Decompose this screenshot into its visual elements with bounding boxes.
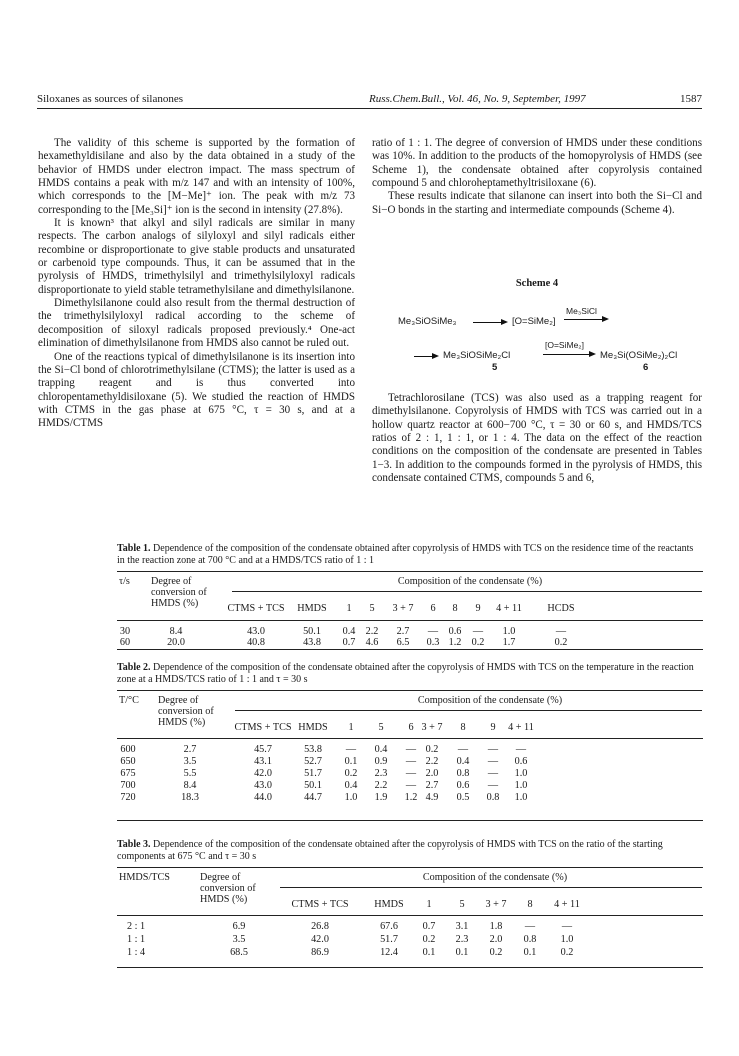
table-cell: 43.1	[254, 756, 272, 767]
table2-header-first: T/°C	[119, 695, 139, 706]
column-header: 4 + 11	[554, 899, 580, 910]
table-cell: 1.0	[514, 768, 528, 779]
column-header: 1	[348, 722, 354, 733]
table-cell: 0.2	[560, 947, 574, 958]
column-header: HMDS	[374, 899, 404, 910]
table2-sub-rule	[235, 710, 702, 711]
right-column-top	[372, 137, 702, 217]
table-cell: 0.2	[344, 768, 358, 779]
table-cell: 44.0	[254, 792, 272, 803]
table-cell: 60	[119, 637, 131, 648]
table2-bottom-rule	[117, 820, 703, 821]
table-cell: 4.6	[365, 637, 379, 648]
table-cell: 650	[120, 756, 136, 767]
arrowhead-icon	[589, 351, 596, 357]
column-header: 8	[460, 722, 466, 733]
column-header: 5	[459, 899, 465, 910]
scheme-over-arrow: [O=SiMe₂]	[545, 340, 584, 350]
table-cell: 0.2	[471, 637, 485, 648]
table3-mid-rule	[117, 915, 703, 916]
table-cell: —	[405, 780, 417, 791]
table-cell: —	[487, 768, 499, 779]
table1-sub-rule	[232, 591, 702, 592]
table1-top-rule	[117, 571, 703, 572]
table-cell: 3.1	[455, 921, 469, 932]
table-cell: 68.5	[230, 947, 248, 958]
table-cell: 86.9	[311, 947, 329, 958]
table-cell: 3.5	[183, 756, 197, 767]
table-cell: 2.7	[425, 780, 439, 791]
table3-caption: Table 3. Dependence of the composition of the condensate obtained after the copyrolysis of HMDS with TCS on the ratio of the starting components at 675 °C and τ = 30 s	[117, 839, 663, 862]
column-header: 6	[408, 722, 414, 733]
table3-bottom-rule	[117, 967, 703, 968]
table-cell: —	[487, 744, 499, 755]
table1-caption: Table 1. Dependence of the composition of the condensate obtained after copyrolysis of HMDS with TCS on the residence time of the reactants in the reaction zone at 700 °C and at a HMDS/TCS ratio of 1 : 1	[117, 543, 694, 566]
table-cell: 2 : 1	[126, 921, 146, 932]
paragraph: It is known³ that alkyl and silyl radicals are similar in many respects. The carbon analogs of silyloxyl and silyl radicals either recombine or disproportionate to give stable products and unsaturated or carbenoid type compounds. Thus, it can be assumed that in the pyrolysis of HMDS, trimethylsilyl and trimethylsilyloxyl radicals disproportionate to yield stable tetramethylsilane and dimethylsilanone.	[38, 217, 355, 296]
table-cell: 1.2	[404, 792, 418, 803]
table-cell: 0.6	[514, 756, 528, 767]
page-number: 1587	[680, 93, 702, 105]
column-header: 5	[369, 603, 375, 614]
table-cell: 0.1	[422, 947, 436, 958]
scheme-intermediate: [O=SiMe₂]	[512, 316, 556, 327]
table-cell: 5.5	[183, 768, 197, 779]
table-cell: 50.1	[303, 626, 321, 637]
table-cell: 0.1	[344, 756, 358, 767]
table-cell: 0.8	[456, 768, 470, 779]
table2-mid-rule	[117, 738, 703, 739]
table-cell: 700	[120, 780, 136, 791]
column-header: 5	[378, 722, 384, 733]
table1-header-degree: Degree of conversion of HMDS (%)	[151, 576, 207, 609]
table-cell: —	[345, 744, 357, 755]
table-cell: 52.7	[304, 756, 322, 767]
table-cell: 6.5	[396, 637, 410, 648]
table-cell: 1.0	[502, 626, 516, 637]
table-cell: 0.8	[523, 934, 537, 945]
table-cell: 0.2	[422, 934, 436, 945]
table2-header-degree: Degree of conversion of HMDS (%)	[158, 695, 214, 728]
table-cell: 2.0	[425, 768, 439, 779]
table-cell: 67.6	[380, 921, 398, 932]
arrow-icon	[473, 322, 503, 323]
column-header: HMDS	[297, 603, 327, 614]
table-cell: 30	[119, 626, 131, 637]
table-cell: 720	[120, 792, 136, 803]
table2-header-composition: Composition of the condensate (%)	[417, 695, 563, 706]
table-cell: 51.7	[304, 768, 322, 779]
scheme-reagent: Me₃SiCl	[566, 306, 597, 316]
column-header: 8	[527, 899, 533, 910]
paragraph: One of the reactions typical of dimethylsilanone is its insertion into the Si−Cl bond of chlorotrimethylsilane (CTMS); the latter is used as a trapping reagent and is thus converted into chloropentamethyldisiloxane (5). We studied the reaction of HMDS with CTMS in the gas phase at 675 °C, τ = 30 s, and at a HMDS/CTMS	[38, 350, 355, 430]
paragraph: ratio of 1 : 1. The degree of conversion of HMDS under these conditions was 10%. In addition to the products of the homopyrolysis of HMDS (see Scheme 1), the condensate obtained after copyrolysis contained compound 5 and chloroheptamethyltrisiloxane (6).	[372, 137, 702, 190]
column-header: 1	[346, 603, 352, 614]
arrow-icon	[564, 319, 604, 320]
table-cell: 675	[120, 768, 136, 779]
table-cell: 1.8	[489, 921, 503, 932]
compound-label-5: 5	[492, 362, 498, 373]
column-header: 4 + 11	[508, 722, 534, 733]
table-cell: 3.5	[232, 934, 246, 945]
table-cell: 8.4	[183, 780, 197, 791]
table-cell: —	[405, 768, 417, 779]
table3-top-rule	[117, 867, 703, 868]
table-cell: 43.8	[303, 637, 321, 648]
arrow-icon	[414, 356, 434, 357]
table-cell: —	[457, 744, 469, 755]
table1-header-first: τ/s	[119, 576, 130, 587]
paragraph: Dimethylsilanone could also result from the thermal destruction of the trimethylsilyloxyl radical according to the scheme of decomposition of siloxyl radicals proposed previously.⁴ One-act elimination of dimethylsilanone from HMDS also cannot be ruled out.	[38, 297, 355, 350]
table-cell: —	[427, 626, 439, 637]
table-cell: 43.0	[247, 626, 265, 637]
table-cell: 50.1	[304, 780, 322, 791]
left-column	[38, 137, 355, 431]
column-header: 3 + 7	[392, 603, 414, 614]
column-header: 6	[430, 603, 436, 614]
table-cell: 2.2	[374, 780, 388, 791]
table-cell: 2.7	[396, 626, 410, 637]
paragraph: The validity of this scheme is supported by the formation of hexamethyldisilane and also by the data obtained in a study of the behavior of HMDS under electron impact. The mass spectrum of HMDS contains a peak with m/z 147 and with an intensity of 100%, which corresponds to the [M−Me]⁺ ion. The peak with m/z 73 corresponding to the [Me₃Si]⁺ ion is the second in intensity (27.8%).	[38, 137, 355, 216]
header-title: Siloxanes as sources of silanones	[37, 93, 184, 105]
right-column-bottom	[372, 392, 702, 485]
arrowhead-icon	[602, 316, 609, 322]
paragraph: These results indicate that silanone can insert into both the Si−Cl and Si−O bonds in the starting and intermediate compounds (Scheme 4).	[372, 190, 702, 216]
table-cell: 2.2	[365, 626, 379, 637]
table-cell: 600	[120, 744, 136, 755]
table-cell: 0.2	[489, 947, 503, 958]
scheme-product-5: Me₃SiOSiMe₂Cl	[443, 350, 511, 361]
table1-mid-rule	[117, 620, 703, 621]
table-cell: 1.2	[448, 637, 462, 648]
table-cell: 2.0	[489, 934, 503, 945]
table-cell: 26.8	[311, 921, 329, 932]
table1-header-composition: Composition of the condensate (%)	[397, 576, 543, 587]
table-cell: 6.9	[232, 921, 246, 932]
arrowhead-icon	[432, 353, 439, 359]
column-header: HMDS	[298, 722, 328, 733]
scheme-title: Scheme 4	[515, 278, 559, 289]
table-cell: —	[561, 921, 573, 932]
table-cell: —	[472, 626, 484, 637]
column-header: 1	[426, 899, 432, 910]
table-cell: 0.7	[422, 921, 436, 932]
scheme-product-6: Me₃Si(OSiMe₂)₂Cl	[600, 350, 678, 361]
table-cell: 2.7	[183, 744, 197, 755]
table-cell: 0.2	[425, 744, 439, 755]
table-cell: 0.4	[342, 626, 356, 637]
table-cell: 1.0	[514, 780, 528, 791]
table-cell: 0.4	[344, 780, 358, 791]
table-cell: 1.0	[344, 792, 358, 803]
table2-top-rule	[117, 690, 703, 691]
table-cell: 0.2	[554, 637, 568, 648]
scheme-reactant: Me₃SiOSiMe₃	[398, 316, 457, 327]
column-header: 8	[452, 603, 458, 614]
table-cell: 18.3	[181, 792, 199, 803]
table2-caption: Table 2. Dependence of the composition of the condensate obtained after the copyrolysis of HMDS with TCS on the temperature in the reaction zone at a HMDS/TCS ratio of 1 : 1 and τ = 30 s	[117, 662, 694, 685]
table-cell: —	[515, 744, 527, 755]
table-cell: 0.8	[486, 792, 500, 803]
table1-bottom-rule	[117, 649, 703, 650]
table-cell: 0.4	[374, 744, 388, 755]
table-cell: 45.7	[254, 744, 272, 755]
table-cell: 2.3	[374, 768, 388, 779]
table-cell: 4.9	[425, 792, 439, 803]
table-cell: 0.3	[426, 637, 440, 648]
table-cell: 12.4	[380, 947, 398, 958]
table-cell: 42.0	[311, 934, 329, 945]
table-cell: 20.0	[167, 637, 185, 648]
header-journal: Russ.Chem.Bull., Vol. 46, No. 9, September, 1997	[369, 93, 586, 105]
table-cell: 44.7	[304, 792, 322, 803]
table-cell: 2.2	[425, 756, 439, 767]
table-cell: 0.1	[523, 947, 537, 958]
table-cell: —	[405, 756, 417, 767]
table-cell: 0.4	[456, 756, 470, 767]
table-cell: 0.9	[374, 756, 388, 767]
table-cell: 0.5	[456, 792, 470, 803]
table-cell: —	[487, 780, 499, 791]
column-header: HCDS	[547, 603, 575, 614]
column-header: 3 + 7	[485, 899, 507, 910]
table-cell: 0.1	[455, 947, 469, 958]
arrowhead-icon	[501, 319, 508, 325]
table-cell: 1.7	[502, 637, 516, 648]
column-header: 9	[475, 603, 481, 614]
table-cell: 1.0	[514, 792, 528, 803]
column-header: CTMS + TCS	[234, 722, 292, 733]
running-header	[37, 90, 702, 109]
table-cell: 8.4	[169, 626, 183, 637]
table3-sub-rule	[280, 887, 702, 888]
column-header: 9	[490, 722, 496, 733]
table-cell: 40.8	[247, 637, 265, 648]
table-cell: 1 : 4	[126, 947, 146, 958]
table-cell: 1.9	[374, 792, 388, 803]
table-cell: 2.3	[455, 934, 469, 945]
table3-header-composition: Composition of the condensate (%)	[422, 872, 568, 883]
compound-label-6: 6	[643, 362, 649, 373]
table-cell: 53.8	[304, 744, 322, 755]
table-cell: 42.0	[254, 768, 272, 779]
table-cell: 0.7	[342, 637, 356, 648]
table-cell: —	[555, 626, 567, 637]
table-cell: —	[524, 921, 536, 932]
column-header: CTMS + TCS	[291, 899, 349, 910]
column-header: 3 + 7	[421, 722, 443, 733]
column-header: 4 + 11	[496, 603, 522, 614]
table-cell: 1 : 1	[126, 934, 146, 945]
column-header: CTMS + TCS	[227, 603, 285, 614]
table-cell: 43.0	[254, 780, 272, 791]
table-cell: —	[405, 744, 417, 755]
table-cell: 0.6	[448, 626, 462, 637]
table-cell: —	[487, 756, 499, 767]
table3-header-first: HMDS/TCS	[119, 872, 170, 883]
table-cell: 1.0	[560, 934, 574, 945]
arrow-icon	[543, 354, 591, 355]
table-cell: 0.6	[456, 780, 470, 791]
paragraph: Tetrachlorosilane (TCS) was also used as a trapping reagent for dimethylsilanone. Copyrolysis of HMDS with TCS was carried out in a hollow quartz reactor at 600−700 °C, τ = 30 or 60 s, and HMDS/TCS ratios of 2 : 1, 1 : 1, or 1 : 4. The data on the effect of the reaction conditions on the composition of the condensate are presented in Tables 1−3. In addition to the compounds formed in the pyrolysis of HMDS, this condensate contained CTMS, compounds 5 and 6,	[372, 392, 702, 485]
table3-header-degree: Degree of conversion of HMDS (%)	[200, 872, 256, 905]
table-cell: 51.7	[380, 934, 398, 945]
